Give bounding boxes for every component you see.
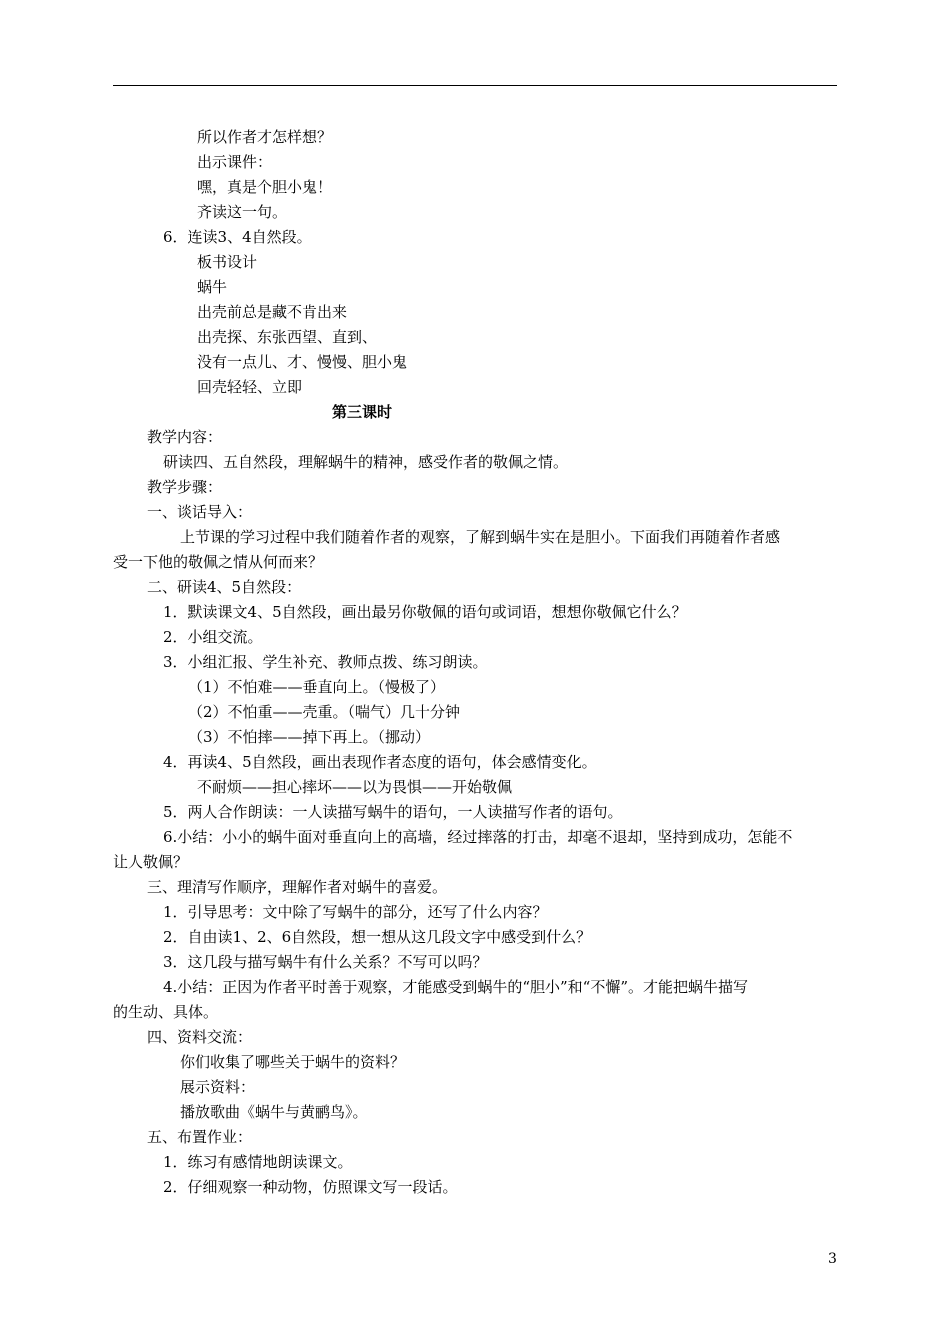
text-line: 出示课件： <box>197 153 273 171</box>
text-line: 你们收集了哪些关于蜗牛的资料？ <box>180 1053 406 1071</box>
text-line: 6．连读3、4自然段。 <box>163 228 312 246</box>
text-line: 四、资料交流： <box>147 1028 253 1046</box>
text-line: 展示资料： <box>180 1078 256 1096</box>
text-line: 教学内容： <box>147 428 223 446</box>
text-line: 五、布置作业： <box>147 1128 253 1146</box>
text-line: 蜗牛 <box>197 278 228 296</box>
text-line: 让人敬佩？ <box>113 853 189 871</box>
text-line: 2．自由读1、2、6自然段，想一想从这几段文字中感受到什么？ <box>163 928 592 946</box>
text-line: 教学步骤： <box>147 478 223 496</box>
text-line: 4.小结：正因为作者平时善于观察，才能感受到蜗牛的“胆小”和“不懈”。才能把蜗牛描写 <box>163 978 748 996</box>
page-number: 3 <box>828 1251 837 1267</box>
text-line: 1．引导思考：文中除了写蜗牛的部分，还写了什么内容？ <box>163 903 548 921</box>
text-line: 二、研读4、5自然段： <box>147 578 302 596</box>
text-line: 回壳轻轻、立即 <box>197 378 303 396</box>
text-line: 研读四、五自然段，理解蜗牛的精神，感受作者的敬佩之情。 <box>163 453 569 471</box>
text-line: 没有一点儿、才、慢慢、胆小鬼 <box>197 353 408 371</box>
text-line: （3）不怕摔——掉下再上。（挪动） <box>188 728 431 746</box>
text-line: 1．练习有感情地朗读课文。 <box>163 1153 353 1171</box>
text-line: （2）不怕重——壳重。（喘气）几十分钟 <box>188 703 461 721</box>
text-line: 上节课的学习过程中我们随着作者的观察，了解到蜗牛实在是胆小。下面我们再随着作者感 <box>180 528 781 546</box>
text-line: （1）不怕难——垂直向上。（慢极了） <box>188 678 446 696</box>
text-line: 3．小组汇报、学生补充、教师点拨、练习朗读。 <box>163 653 488 671</box>
text-line: 2．小组交流。 <box>163 628 263 646</box>
text-line: 2．仔细观察一种动物，仿照课文写一段话。 <box>163 1178 458 1196</box>
text-line: 出壳探、东张西望、直到、 <box>197 328 378 346</box>
text-line: 的生动、具体。 <box>113 1003 219 1021</box>
text-line: 5．两人合作朗读：一人读描写蜗牛的语句，一人读描写作者的语句。 <box>163 803 623 821</box>
section-title: 第三课时 <box>332 403 393 421</box>
text-line: 出壳前总是藏不肯出来 <box>197 303 348 321</box>
text-line: 齐读这一句。 <box>197 203 288 221</box>
text-line: 所以作者才怎样想？ <box>197 128 333 146</box>
text-line: 三、理清写作顺序，理解作者对蜗牛的喜爱。 <box>147 878 448 896</box>
text-line: 6.小结：小小的蜗牛面对垂直向上的高墙，经过摔落的打击，却毫不退却，坚持到成功，怎能不 <box>163 828 793 846</box>
text-line: 4．再读4、5自然段，画出表现作者态度的语句，体会感情变化。 <box>163 753 597 771</box>
text-line: 板书设计 <box>197 253 258 271</box>
text-line: 1．默读课文4、5自然段，画出最另你敬佩的语句或词语，想想你敬佩它什么？ <box>163 603 687 621</box>
text-line: 受一下他的敬佩之情从何而来？ <box>113 553 324 571</box>
text-line: 一、谈话导入： <box>147 503 253 521</box>
text-line: 嘿，真是个胆小鬼！ <box>197 178 333 196</box>
text-line: 3．这几段与描写蜗牛有什么关系？不写可以吗？ <box>163 953 488 971</box>
header-rule <box>113 85 837 86</box>
text-line: 不耐烦——担心摔坏——以为畏惧——开始敬佩 <box>197 778 513 796</box>
text-line: 播放歌曲《蜗牛与黄鹂鸟》。 <box>180 1103 368 1121</box>
